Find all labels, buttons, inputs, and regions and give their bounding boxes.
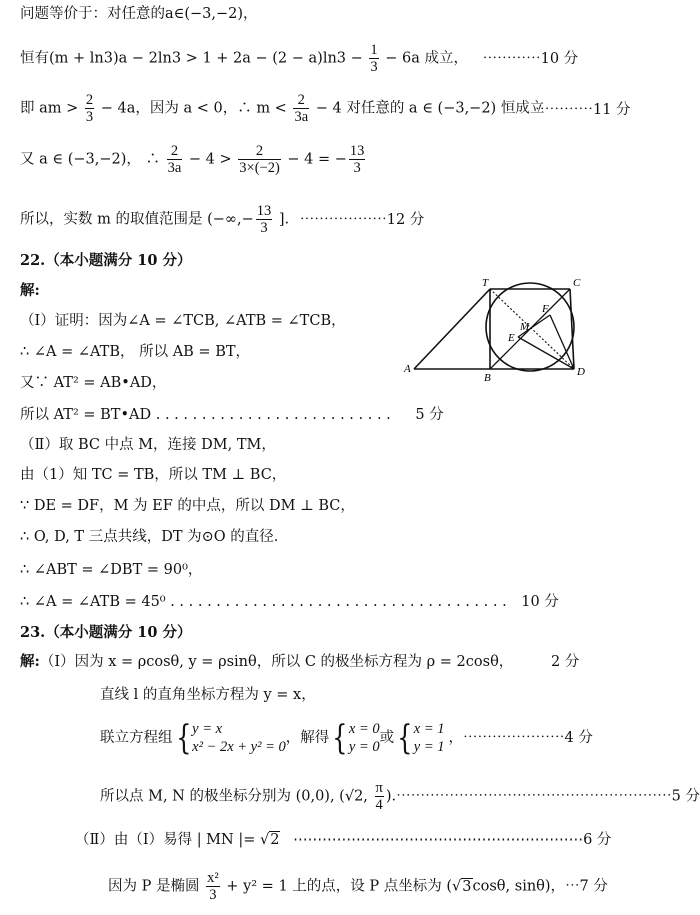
fraction: $\frac{2}{3a}$ — [167, 143, 182, 176]
label-d: D — [577, 366, 585, 378]
fraction: $\frac{2}{3\times(-2)}$ — [239, 143, 280, 176]
text-line — [20, 92, 544, 125]
line-text: ]. — [274, 211, 290, 228]
line-df — [550, 315, 574, 369]
solution-label: 解: — [20, 282, 40, 299]
text-line: 所以 AT² = BT•AD . . . . . . . . . . . . . . . . . . . . . . . . . . 5 分 — [20, 407, 444, 423]
text-line: 联立方程组{ y = x x² − 2x + y² = 0 ，解得{ x = 0 y = 0 或{ x = 1 y = 1 ，⋯⋯⋯⋯⋯⋯⋯4 分 — [100, 718, 593, 758]
score-marker: ⋯⋯⋯⋯⋯⋯⋯⋯⋯⋯⋯⋯⋯⋯⋯⋯⋯⋯⋯5 分 — [396, 788, 700, 805]
question-23-title: 23.（本小题满分 10 分） — [20, 624, 192, 641]
sqrt-radicand: 2 — [270, 832, 280, 848]
line-text: 所以，实数 m 的取值范围是 (−∞,− — [20, 211, 254, 228]
text-line: ∴ O, D, T 三点共线，DT 为⊙O 的直径. — [20, 529, 279, 545]
text-line: （Ⅱ）由（Ⅰ）易得 | MN |= √2 ⋯⋯⋯⋯⋯⋯⋯⋯⋯⋯⋯⋯⋯⋯⋯⋯⋯⋯⋯⋯6 分 — [75, 832, 612, 848]
fraction: $\frac{1}{3}$ — [370, 42, 378, 75]
text-line — [20, 143, 367, 176]
text-line: ∵ DE = DF，M 为 EF 的中点，所以 DM ⊥ BC， — [20, 498, 355, 514]
brace-icon: { — [332, 718, 348, 758]
text-line: 直线 l 的直角坐标方程为 y = x， — [100, 687, 316, 703]
line-text: 恒有(m + ln3)a − 2ln3 > 1 + 2a − (2 − a)ln3 − — [20, 50, 368, 67]
text-line: 由（1）知 TC = TB，所以 TM ⊥ BC， — [20, 467, 287, 483]
line-text: − 4 = − — [282, 151, 347, 168]
score-marker: 2 分 — [551, 654, 580, 670]
line-text: − 6a 成立， — [380, 50, 469, 67]
line-text: 问题等价于：对任意的a∈(−3,−2)， — [20, 6, 258, 22]
text-line: 解:（Ⅰ）因为 x = ρcosθ, y = ρsinθ，所以 C 的极坐标方程为 ρ = 2cosθ， — [20, 653, 514, 670]
score-marker: ，⋯⋯⋯⋯⋯⋯⋯4 分 — [448, 730, 593, 746]
brace-icon: { — [397, 718, 413, 758]
equation-system: x = 0 y = 0 — [348, 721, 380, 755]
score-marker: ⋯7 分 — [565, 878, 608, 895]
fraction: $\frac{2}{3}$ — [85, 92, 94, 125]
fraction: $\frac{\pi}{4}$ — [375, 780, 383, 813]
score-marker: ⋯⋯⋯⋯⋯⋯12 分 — [299, 211, 425, 228]
label-t: T — [482, 277, 489, 289]
label-b: B — [484, 372, 491, 384]
score-marker: 5 分 — [415, 407, 444, 423]
line-text: − 4 对任意的 a ∈ (−3,−2) 恒成立 — [311, 100, 545, 117]
fraction: $\frac{\text{x²}}{3}$ — [207, 870, 219, 903]
fraction: $\frac{13}{3}$ — [256, 203, 272, 236]
score-marker: ⋯⋯⋯⋯⋯⋯⋯⋯⋯⋯⋯⋯⋯⋯⋯⋯⋯⋯⋯⋯6 分 — [293, 832, 612, 848]
score-marker: 10 分 — [521, 594, 559, 610]
sqrt-radicand: 3 — [462, 878, 472, 895]
text-line: （Ⅰ）证明：因为∠A = ∠TCB, ∠ATB = ∠TCB， — [20, 313, 346, 329]
text-line: （Ⅱ）取 BC 中点 M，连接 DM, TM， — [20, 437, 276, 453]
line-text: − 4a，因为 a < 0，∴ m < — [96, 100, 292, 117]
line-at — [414, 289, 490, 369]
text-line: ∴ ∠A = ∠ATB， 所以 AB = BT， — [20, 344, 251, 360]
solution-label: 解: — [20, 653, 40, 670]
text-line: ∴ ∠ABT = ∠DBT = 90⁰， — [20, 562, 203, 578]
label-m: M — [520, 321, 530, 333]
label-c: C — [573, 277, 581, 289]
equation-system: y = x x² − 2x + y² = 0 — [192, 721, 286, 755]
text-line — [20, 203, 424, 236]
label-a: A — [404, 363, 411, 375]
question-22-title: 22.（本小题满分 10 分） — [20, 252, 192, 269]
equation-system: x = 1 y = 1 — [413, 721, 445, 755]
line-text: 即 am > — [20, 100, 83, 117]
score-marker: ⋯⋯⋯⋯10 分 — [482, 50, 579, 67]
circle-o — [486, 283, 574, 371]
geometry-figure — [400, 275, 600, 385]
line-text: 又 a ∈ (−3,−2)， ∴ — [20, 151, 165, 168]
label-e: E — [508, 332, 515, 344]
text-line: 所以点 M, N 的极坐标分别为 (0,0), (√2, $\frac{\pi}{4}$ ).⋯⋯⋯⋯⋯⋯⋯⋯⋯⋯⋯⋯⋯⋯⋯⋯⋯⋯⋯5 分 — [100, 780, 700, 813]
text-line — [20, 42, 578, 75]
line-text: − 4 > — [184, 151, 237, 168]
label-f: F — [542, 303, 549, 315]
brace-icon: { — [175, 718, 191, 758]
text-line: 又∵ AT² = AB•AD， — [20, 375, 167, 391]
score-marker: ⋯⋯⋯⋯11 分 — [535, 102, 631, 118]
fraction: $\frac{13}{3}$ — [349, 143, 365, 176]
text-line — [20, 4, 258, 24]
fraction: $\frac{2}{3a}$ — [294, 92, 309, 125]
text-line: 因为 P 是椭圆 $\frac{\text{x²}}{3}$ + y² = 1 上的点，设 P 点坐标为 (√3cosθ, sinθ)，⋯7 分 — [108, 870, 608, 903]
text-line: ∴ ∠A = ∠ATB = 45⁰ . . . . . . . . . . . . . . . . . . . . . . . . . . . . . . . . . . . . . 10 分 — [20, 594, 559, 610]
